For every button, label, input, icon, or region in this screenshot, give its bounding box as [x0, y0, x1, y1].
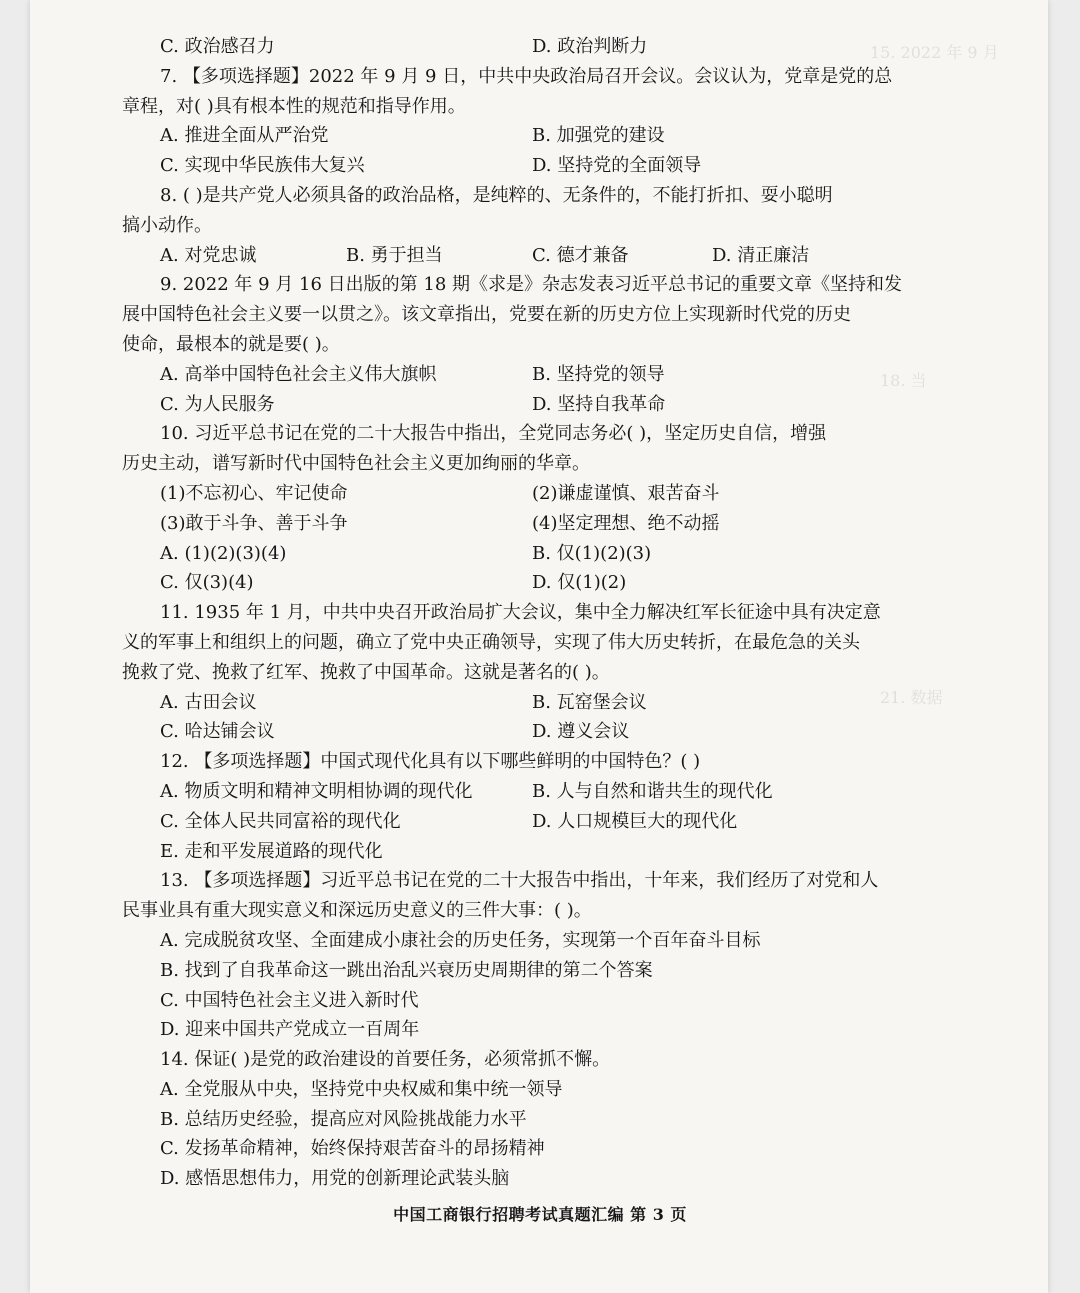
options-row	[122, 539, 932, 569]
statement-4: (4)坚定理想、绝不动摇	[532, 512, 720, 534]
options-row	[122, 241, 932, 271]
exam-content	[122, 32, 932, 1194]
option-b: B. 勇于担当	[346, 244, 443, 266]
question-9-stem-cont: 展中国特色社会主义要一以贯之》。该文章指出，党要在新的历史方位上实现新时代党的历史	[122, 304, 851, 326]
option-b: B. 人与自然和谐共生的现代化	[532, 780, 773, 802]
option-c: C. 哈达铺会议	[160, 721, 275, 743]
option-a: A. 对党忠诚	[160, 244, 257, 266]
option-c: C. 发扬革命精神，始终保持艰苦奋斗的昂扬精神	[160, 1138, 545, 1160]
options-row	[122, 32, 932, 62]
question-9-stem-cont: 使命，最根本的就是要( )。	[122, 333, 340, 355]
bleed-through-text: 15. 2022 年 9 月	[870, 43, 999, 62]
option-d: D. 政治判断力	[532, 36, 648, 57]
options-row	[122, 568, 932, 598]
option-c: C. 全体人民共同富裕的现代化	[160, 810, 401, 832]
question-7-stem: 7. 【多项选择题】2022 年 9 月 9 日，中共中央政治局召开会议。会议认为，党章是党的总	[160, 65, 893, 87]
option-d: D. 仅(1)(2)	[532, 572, 627, 594]
options-row	[122, 151, 932, 181]
question-7-stem-cont: 章程，对( )具有根本性的规范和指导作用。	[122, 95, 466, 117]
question-14-stem: 14. 保证( )是党的政治建设的首要任务，必须常抓不懈。	[160, 1049, 611, 1071]
question-10-stem: 10. 习近平总书记在党的二十大报告中指出，全党同志务必( )，坚定历史自信，增强	[160, 423, 827, 445]
option-b: B. 瓦窑堡会议	[532, 691, 647, 713]
option-c: C. 为人民服务	[160, 393, 275, 415]
option-d: D. 感悟思想伟力，用党的创新理论武装头脑	[160, 1168, 510, 1190]
option-c: C. 仅(3)(4)	[160, 572, 254, 594]
bleed-through-text: 18. 当	[880, 371, 927, 390]
statements-row	[122, 509, 932, 539]
question-8-stem-cont: 搞小动作。	[122, 214, 212, 236]
option-b: B. 加强党的建设	[532, 125, 665, 147]
options-row	[122, 807, 932, 837]
option-b: B. 总结历史经验，提高应对风险挑战能力水平	[160, 1108, 527, 1130]
options-row	[122, 360, 932, 390]
option-e: E. 走和平发展道路的现代化	[160, 840, 383, 862]
option-d: D. 迎来中国共产党成立一百周年	[160, 1019, 420, 1041]
option-b: B. 仅(1)(2)(3)	[532, 542, 652, 564]
option-d: D. 清正廉洁	[712, 244, 810, 266]
option-b: B. 找到了自我革命这一跳出治乱兴衰历史周期律的第二个答案	[160, 959, 653, 981]
options-row	[122, 688, 932, 718]
statements-row	[122, 479, 932, 509]
option-d: D. 遵义会议	[532, 721, 630, 743]
page-footer: 中国工商银行招聘考试真题汇编 第 3 页	[393, 1205, 687, 1224]
question-11-stem-cont: 义的军事上和组织上的问题，确立了党中央正确领导，实现了伟大历史转折，在最危急的关头	[122, 631, 860, 653]
question-11-stem: 11. 1935 年 1 月，中共中央召开政治局扩大会议，集中全力解决红军长征途中具有决定意	[160, 602, 881, 624]
options-row	[122, 837, 932, 867]
option-a: A. 完成脱贫攻坚、全面建成小康社会的历史任务，实现第一个百年奋斗目标	[160, 929, 761, 951]
option-c: C. 实现中华民族伟大复兴	[160, 155, 365, 177]
option-a: A. 全党服从中央，坚持党中央权威和集中统一领导	[160, 1078, 563, 1100]
question-8-stem: 8. ( )是共产党人必须具备的政治品格，是纯粹的、无条件的，不能打折扣、耍小聪明	[160, 184, 833, 206]
option-a: A. 推进全面从严治党	[160, 125, 329, 147]
question-10-stem-cont: 历史主动，谱写新时代中国特色社会主义更加绚丽的华章。	[122, 453, 590, 475]
option-d: D. 坚持党的全面领导	[532, 155, 702, 177]
option-b: B. 坚持党的领导	[532, 363, 665, 385]
option-a: A. 高举中国特色社会主义伟大旗帜	[160, 363, 437, 385]
option-d: D. 人口规模巨大的现代化	[532, 810, 738, 832]
option-c: C. 德才兼备	[532, 244, 629, 266]
statement-1: (1)不忘初心、牢记使命	[160, 482, 348, 504]
options-row	[122, 390, 932, 420]
options-row	[122, 777, 932, 807]
statement-3: (3)敢于斗争、善于斗争	[160, 512, 348, 534]
bleed-through-text: 21. 数据	[880, 688, 943, 707]
option-a: A. (1)(2)(3)(4)	[160, 542, 287, 564]
question-13-stem-cont: 民事业具有重大现实意义和深远历史意义的三件大事：( )。	[122, 900, 592, 922]
option-d: D. 坚持自我革命	[532, 393, 666, 415]
question-9-stem: 9. 2022 年 9 月 16 日出版的第 18 期《求是》杂志发表习近平总书记的重要文章《坚持和发	[160, 274, 903, 296]
option-c: C. 政治感召力	[160, 36, 275, 57]
question-13-stem: 13. 【多项选择题】习近平总书记在党的二十大报告中指出，十年来，我们经历了对党和人	[160, 870, 879, 892]
statement-2: (2)谦虚谨慎、艰苦奋斗	[532, 482, 720, 504]
option-c: C. 中国特色社会主义进入新时代	[160, 989, 419, 1011]
option-a: A. 古田会议	[160, 691, 257, 713]
option-a: A. 物质文明和精神文明相协调的现代化	[160, 780, 473, 802]
question-12-stem: 12. 【多项选择题】中国式现代化具有以下哪些鲜明的中国特色？( )	[160, 751, 701, 773]
options-row	[122, 121, 932, 151]
question-11-stem-cont: 挽救了党、挽救了红军、挽救了中国革命。这就是著名的( )。	[122, 661, 610, 683]
options-row	[122, 717, 932, 747]
